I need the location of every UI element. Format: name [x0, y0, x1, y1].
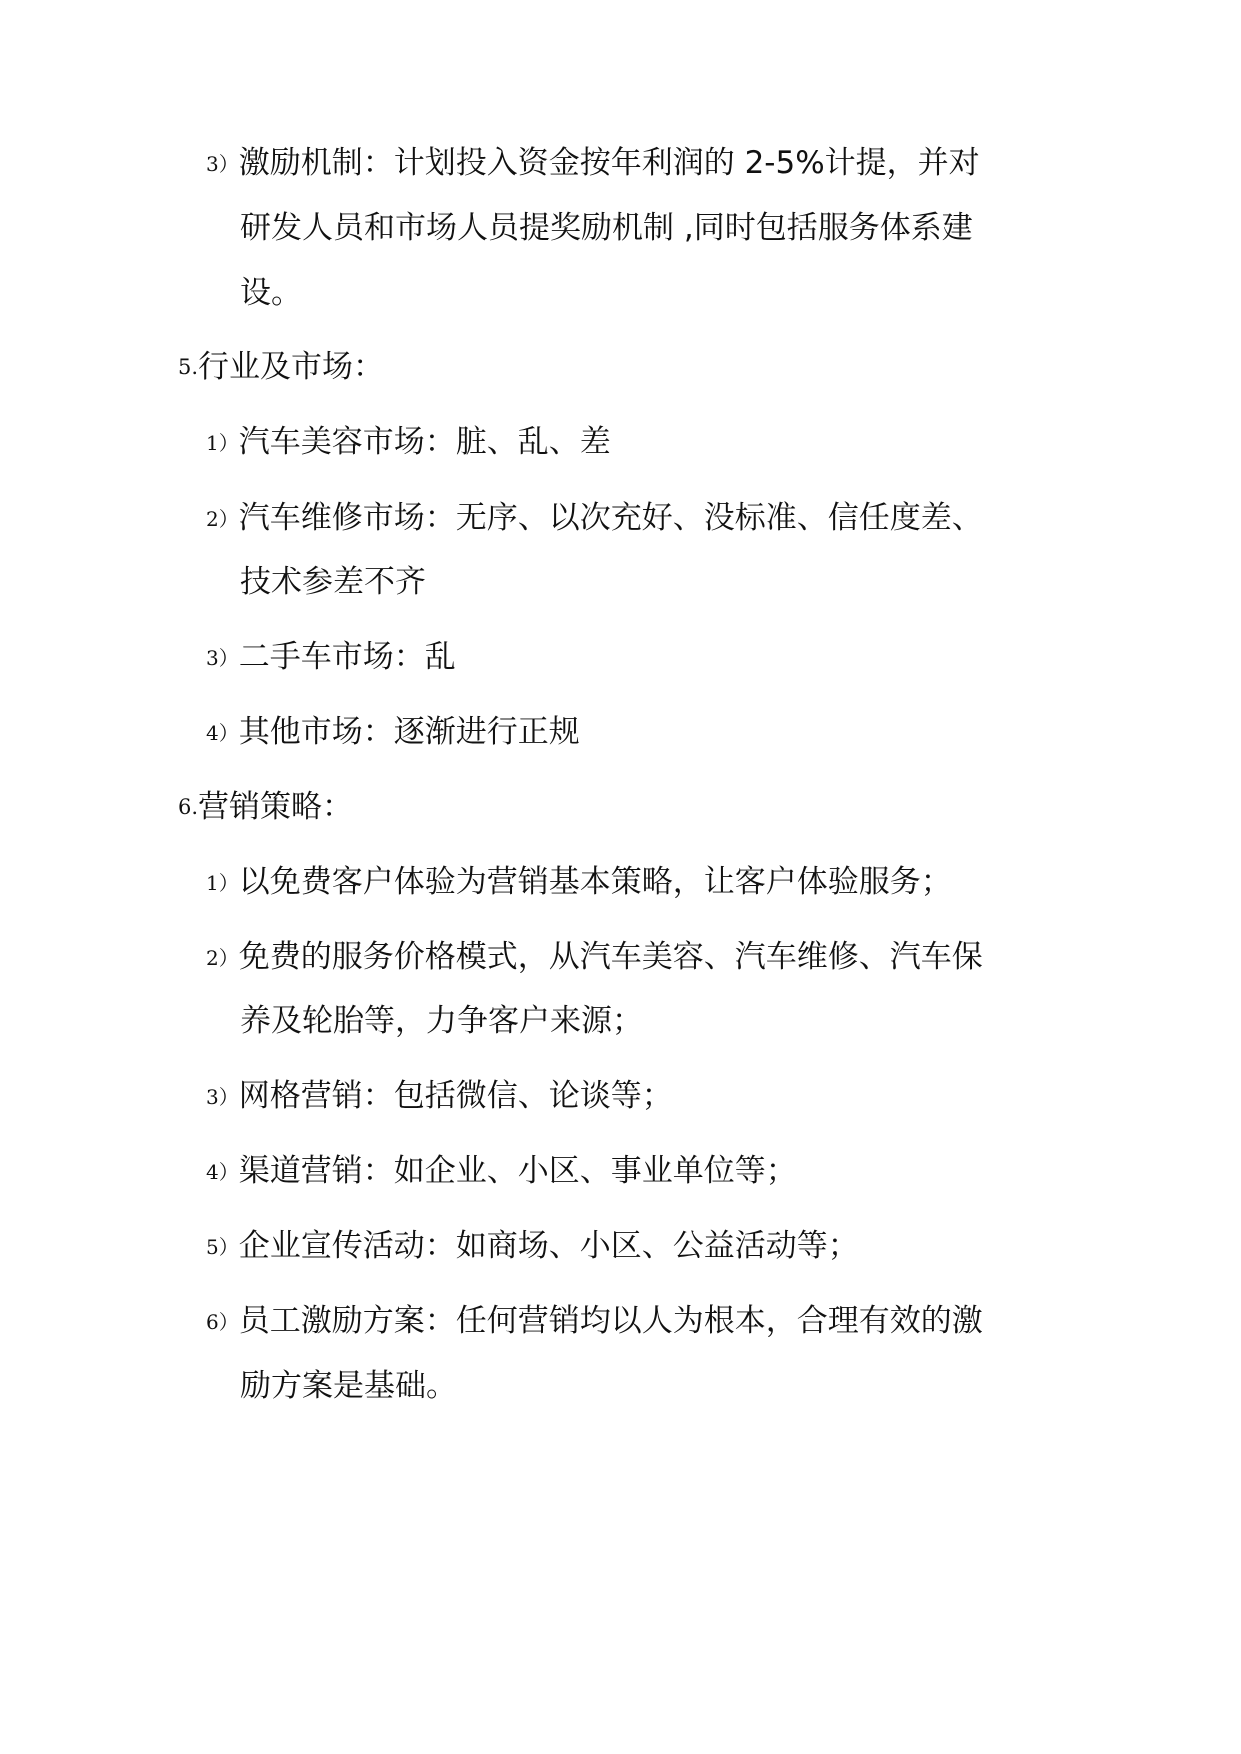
list-item [206, 637, 456, 678]
section-number: 6. [178, 795, 199, 819]
list-item-text: 二手车市场：乱 [238, 639, 456, 675]
section-number: 5. [178, 355, 199, 379]
list-marker: 5） [206, 1235, 239, 1259]
list-marker: 6） [206, 1310, 239, 1334]
list-item-text: 网格营销：包括微信、论谈等； [238, 1078, 673, 1114]
list-item-text: 汽车美容市场：脏、乱、差 [238, 424, 611, 460]
list-marker: 2） [206, 507, 239, 531]
list-item-continuation: 设。 [240, 275, 302, 311]
list-item-text: 汽车维修市场：无序、以次充好、没标准、信任度差、 [238, 500, 983, 536]
list-item-continuation: 养及轮胎等，力争客户来源； [240, 1003, 643, 1039]
list-item [206, 937, 983, 978]
section-heading [178, 347, 384, 387]
list-item-continuation: 技术参差不齐 [240, 564, 426, 600]
list-item [206, 422, 611, 463]
list-item-text: 渠道营销：如企业、小区、事业单位等； [238, 1153, 797, 1189]
list-marker: 3） [206, 1085, 239, 1109]
list-item [206, 1151, 797, 1192]
list-item-text: 免费的服务价格模式，从汽车美容、汽车维修、汽车保 [238, 939, 983, 975]
list-marker: 1） [206, 871, 239, 895]
list-item-text: 激励机制：计划投入资金按年利润的 2-5%计提，并对 [238, 145, 980, 181]
list-item-text: 以免费客户体验为营销基本策略，让客户体验服务； [238, 864, 952, 900]
list-marker: 4） [206, 721, 239, 745]
list-marker: 3） [206, 152, 239, 176]
list-item-text: 企业宣传活动：如商场、小区、公益活动等； [238, 1228, 859, 1264]
list-item [206, 143, 980, 184]
list-item [206, 712, 580, 753]
section-title: 行业及市场： [198, 349, 385, 385]
list-item [206, 1076, 673, 1117]
list-item-text: 员工激励方案：任何营销均以人为根本，合理有效的激 [238, 1303, 983, 1339]
list-item [206, 862, 952, 903]
list-item [206, 1301, 983, 1342]
list-item-text: 其他市场：逐渐进行正规 [238, 714, 580, 750]
list-marker: 3） [206, 646, 239, 670]
section-heading [178, 787, 353, 827]
list-marker: 4） [206, 1160, 239, 1184]
list-marker: 1） [206, 431, 239, 455]
list-item [206, 498, 983, 539]
list-item-continuation: 研发人员和市场人员提奖励机制 ,同时包括服务体系建 [240, 210, 973, 246]
list-item-continuation: 励方案是基础。 [240, 1368, 457, 1404]
section-title: 营销策略： [198, 789, 354, 825]
list-marker: 2） [206, 946, 239, 970]
list-item [206, 1226, 859, 1267]
